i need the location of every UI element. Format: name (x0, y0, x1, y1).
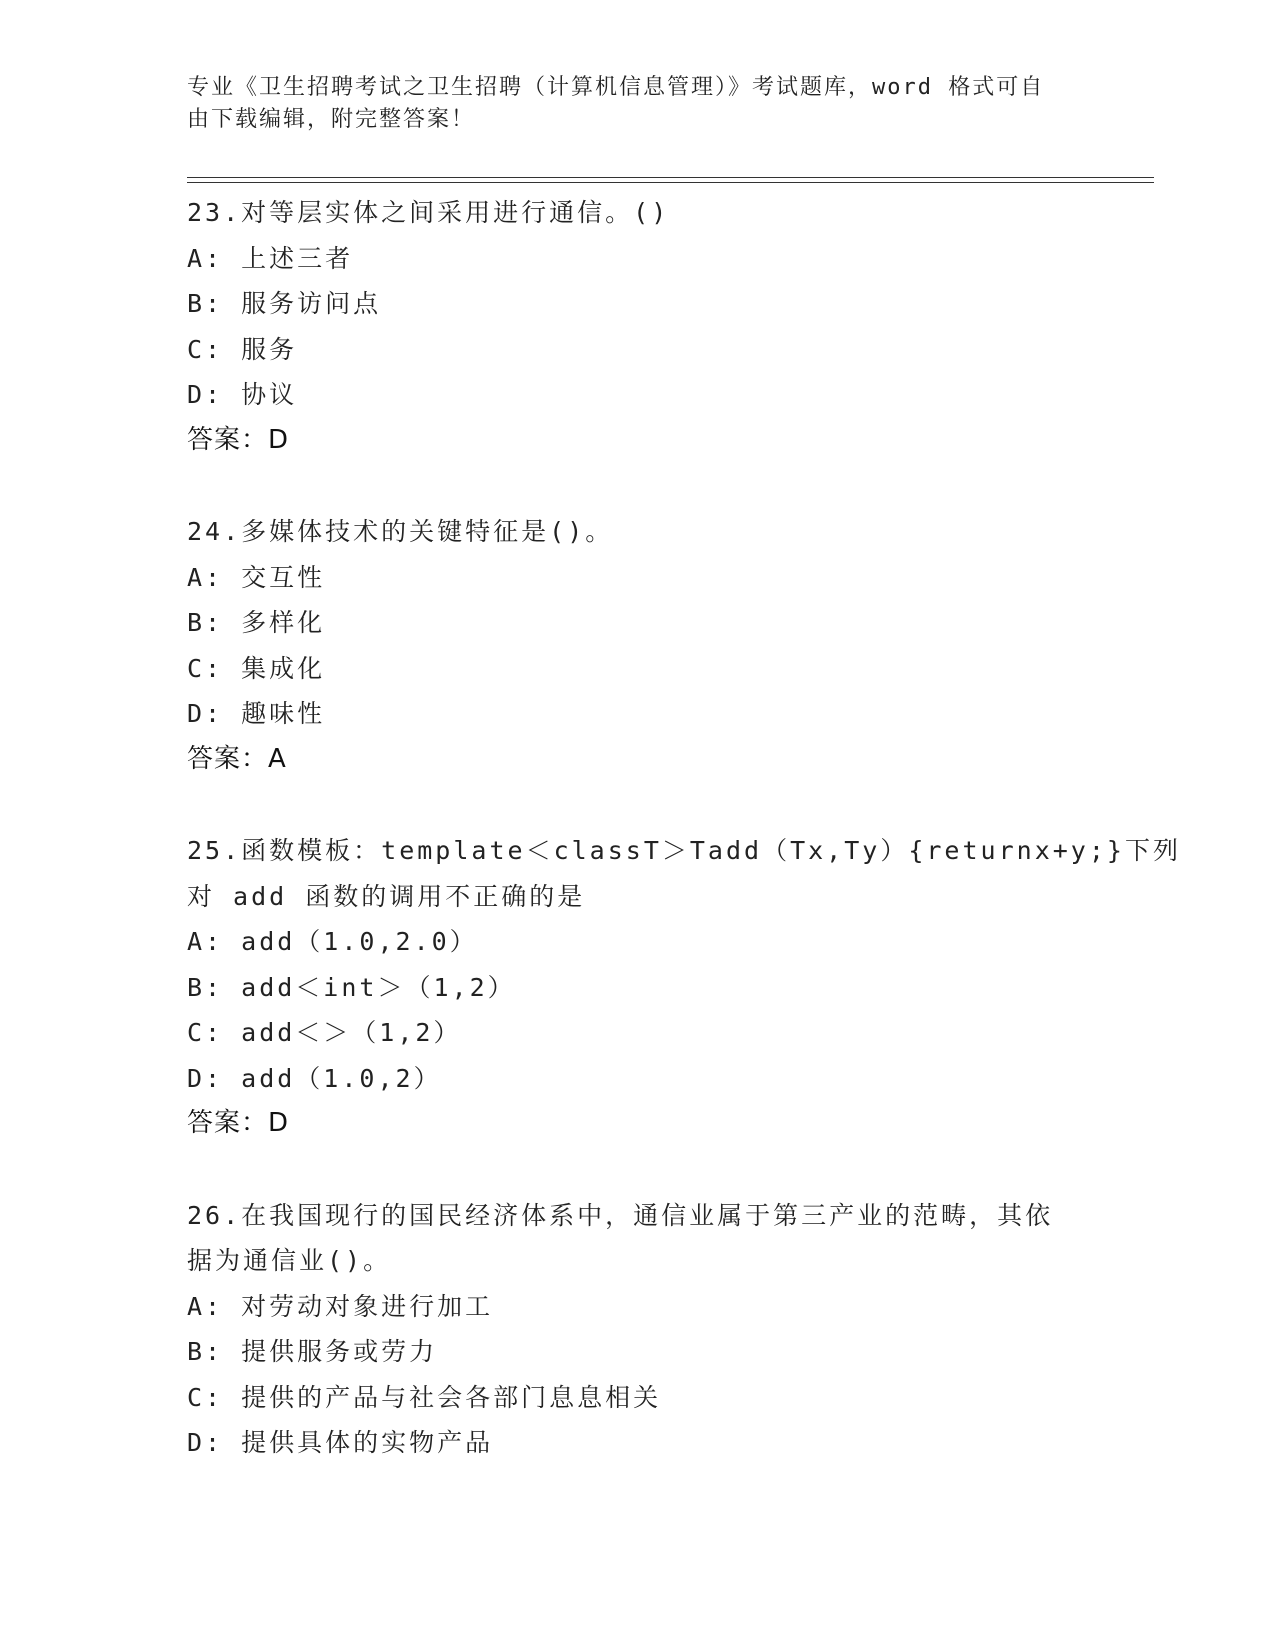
answer-option: B: 服务访问点 (187, 289, 382, 318)
question-spacer (187, 1147, 1107, 1193)
question-block (187, 828, 1181, 1147)
answer-key: 答案：D (187, 1108, 290, 1138)
answer-option: C: 集成化 (187, 653, 326, 683)
answer-key: 答案：D (187, 424, 290, 455)
answer-option: D: add（1.0,2） (187, 1063, 442, 1093)
question-block (187, 509, 1107, 782)
question-block (187, 1193, 1107, 1466)
question-spacer (187, 463, 1107, 509)
question-stem: 据为通信业()。 (187, 1246, 392, 1275)
question-stem: 25.函数模板：template＜classT＞Tadd（Tx,Ty）{returnx+y;}下列 (187, 836, 1181, 865)
answer-option: A: 上述三者 (187, 243, 354, 273)
question-list (187, 190, 1181, 1466)
header-line-1: 专业《卫生招聘考试之卫生招聘（计算机信息管理）》考试题库，word 格式可自 (187, 75, 1045, 100)
answer-option: A: 交互性 (187, 562, 326, 592)
header-divider-bottom (187, 182, 1154, 183)
answer-key: 答案：A (187, 743, 287, 774)
answer-option: A: add（1.0,2.0） (187, 927, 478, 956)
question-stem: 24.多媒体技术的关键特征是()。 (187, 517, 614, 546)
answer-option: B: 提供服务或劳力 (187, 1337, 438, 1366)
header-divider-top (187, 177, 1154, 178)
answer-option: C: 服务 (187, 334, 298, 364)
document-header (187, 72, 1067, 136)
answer-option: C: 提供的产品与社会各部门息息相关 (187, 1382, 662, 1412)
question-spacer (187, 782, 1107, 828)
question-block (187, 190, 1107, 463)
answer-option: B: add＜int＞（1,2） (187, 972, 516, 1002)
answer-option: A: 对劳动对象进行加工 (187, 1291, 494, 1321)
question-stem: 26.在我国现行的国民经济体系中，通信业属于第三产业的范畴，其依 (187, 1200, 1054, 1230)
answer-option: D: 提供具体的实物产品 (187, 1428, 494, 1457)
answer-option: D: 趣味性 (187, 699, 326, 728)
question-stem: 23.对等层实体之间采用进行通信。() (187, 198, 670, 227)
header-line-2: 由下载编辑，附完整答案！ (187, 107, 476, 132)
answer-option: C: add＜＞（1,2） (187, 1018, 462, 1047)
answer-option: B: 多样化 (187, 608, 326, 637)
question-stem: 对 add 函数的调用不正确的是 (187, 881, 586, 911)
answer-option: D: 协议 (187, 380, 298, 409)
